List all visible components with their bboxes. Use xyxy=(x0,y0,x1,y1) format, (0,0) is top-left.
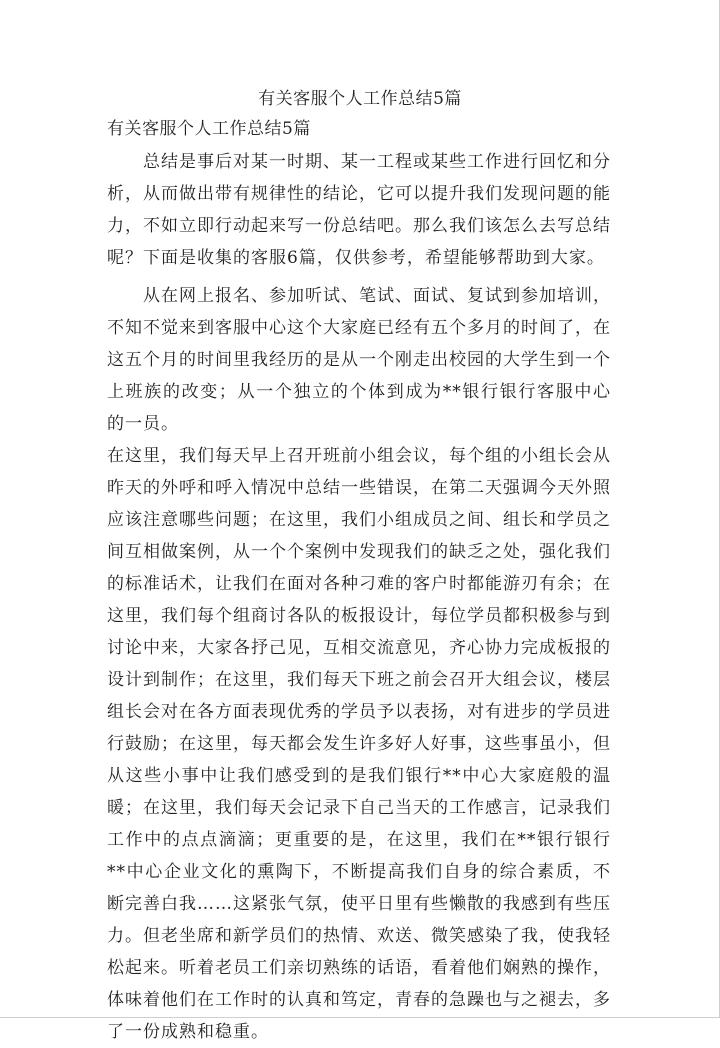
document-body xyxy=(107,146,611,1048)
paragraph-intro: 总结是事后对某一时期、某一工程或某些工作进行回忆和分析，从而做出带有规律性的结论，它可以提升我们发现问题的能力，不如立即行动起来写一份总结吧。那么我们该怎么去写总结呢？下面是收集的客服6篇，仅供参考，希望能够帮助到大家。 xyxy=(107,152,611,268)
paragraph-experience: 从在网上报名、参加听试、笔试、面试、复试到参加培训，不知不觉来到客服中心这个大家庭已经有五个多月的时间了，在这五个月的时间里我经历的是从一个刚走出校园的大学生到一个上班族的改变；从一个独立的个体到成为**银行银行客服中心的一员。 xyxy=(107,286,611,434)
document-title: 有关客服个人工作总结5篇 xyxy=(258,89,462,109)
document-subtitle: 有关客服个人工作总结5篇 xyxy=(107,119,311,139)
paragraph-daily-life: 在这里，我们每天早上召开班前小组会议，每个组的小组长会从昨天的外呼和呼入情况中总结一些错误，在第二天强调今天外照应该注意哪些问题；在这里，我们小组成员之间、组长和学员之间互相做案例，从一个个案例中发现我们的缺乏之处，强化我们的标准话术，让我们在面对各种刁难的客户时都能游刃有余；在这里，我们每个组商讨各队的板报设计，每位学员都积极参与到讨论中来，大家各抒己见，互相交流意见，齐心协力完成板报的设计到制作；在这里，我们每天下班之前会召开大组会议，楼层组长会对在各方面表现优秀的学员予以表扬，对有进步的学员进行鼓励；在这里，每天都会发生许多好人好事，这些事虽小，但从这些小事中让我们感受到的是我们银行**中心大家庭般的温暖；在这里，我们每天会记录下自己当天的工作感言，记录我们工作中的点点滴滴；更重要的是，在这里，我们在**银行银行**中心企业文化的熏陶下，不断提高我们自身的综合素质，不断完善白我……这紧张气氛，使平日里有些懒散的我感到有些压力。但老坐席和新学员们的热情、欢送、微笑感染了我，使我轻松起来。听着老员工们亲切熟练的话语，看着他们娴熟的操作，体味着他们在工作时的认真和笃定，青春的急躁也与之褪去，多了一份成熟和稳重。 xyxy=(107,446,611,1042)
